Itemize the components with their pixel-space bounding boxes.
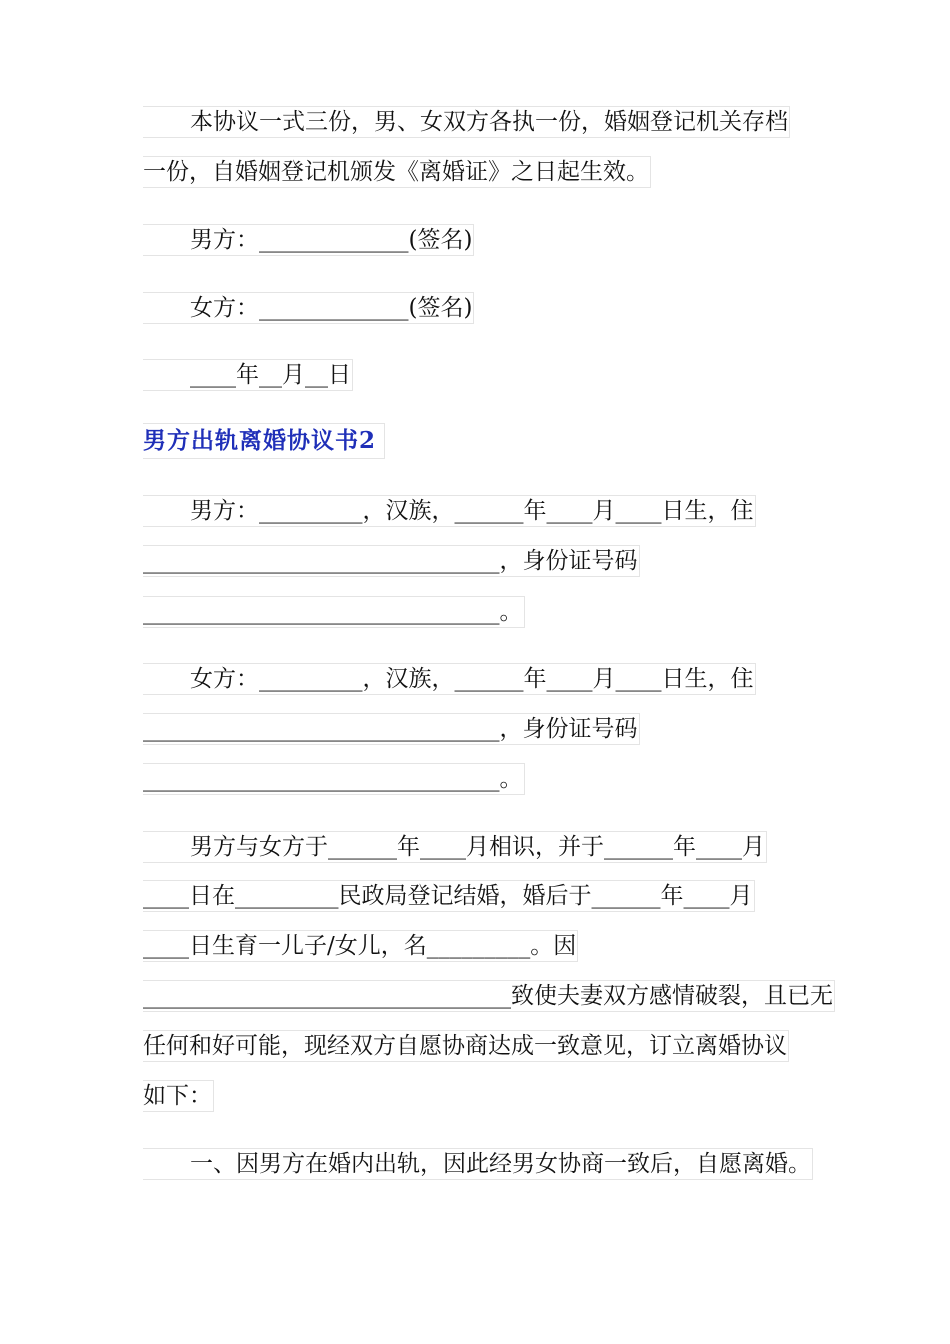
female-info-line-3: _______________________________。 [143,763,525,795]
marriage-paragraph-line-6: 如下： [143,1080,214,1112]
clause-one-line: 一、因男方在婚内出轨，因此经男女协商一致后，自愿离婚。 [143,1148,813,1180]
section-heading: 男方出轨离婚协议书2 [143,423,385,459]
male-info-line-3: _______________________________。 [143,596,525,628]
signature-female-line: 女方：_____________(签名) [143,292,474,324]
female-info-line-2: _______________________________，身份证号码 [143,713,640,745]
marriage-paragraph-line-1: 男方与女方于______年____月相识，并于______年____月 [143,831,767,863]
marriage-paragraph-line-4: ________________________________致使夫妻双方感情破裂，且已无 [143,980,835,1012]
female-info-line-1: 女方：_________，汉族，______年____月____日生，住 [143,663,756,695]
marriage-paragraph-line-5: 任何和好可能，现经双方自愿协商达成一致意见，订立离婚协议 [143,1030,789,1062]
signature-male-line: 男方：_____________(签名) [143,224,474,256]
male-info-line-1: 男方：_________，汉族，______年____月____日生，住 [143,495,756,527]
marriage-paragraph-line-3: ____日生育一儿子/女儿，名_________。因 [143,930,578,962]
paragraph-copies-line-2: 一份，自婚姻登记机颁发《离婚证》之日起生效。 [143,156,651,188]
date-line: ____年__月__日 [143,359,353,391]
paragraph-copies-line-1: 本协议一式三份，男、女双方各执一份，婚姻登记机关存档 [143,106,790,138]
male-info-line-2: _______________________________，身份证号码 [143,545,640,577]
marriage-paragraph-line-2: ____日在_________民政局登记结婚，婚后于______年____月 [143,880,755,912]
